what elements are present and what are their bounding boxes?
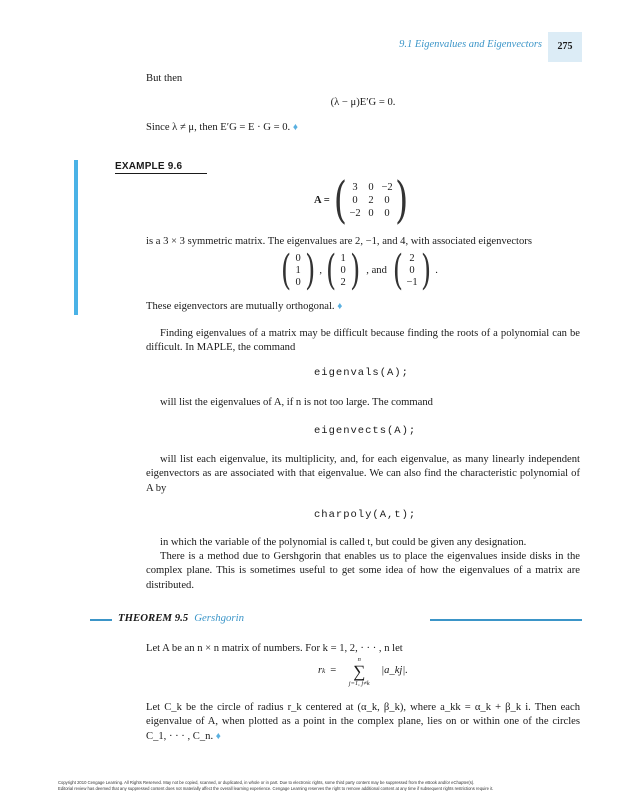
and-word: , and	[366, 264, 387, 276]
paragraph-eigenvals-desc: will list the eigenvalues of A, if n is not too large. The command	[160, 397, 433, 408]
theorem-text-1: Let A be an n × n matrix of numbers. For k = 1, 2, · · · , n let	[146, 643, 403, 654]
matrix-a-display	[314, 172, 409, 230]
theorem-statement: Let C_k be the circle of radius r_k centered at (α_k, β_k), where a_kk = α_k + β_k i. Then each eigenvalue of A, when plotted as a point in the complex plane, lies on or within one of the circles C_1, · · · , C_n.	[146, 702, 580, 742]
summation	[341, 656, 377, 687]
paragraph-finding-eigenvalues: Finding eigenvalues of a matrix may be difficult because finding the roots of a polynomial can be difficult. In MAPLE, the command	[146, 328, 580, 354]
copyright-line-1: Copyright 2010 Cengage Learning. All Rights Reserved. May not be copied, scanned, or duplicated, in whole or in part. Due to electronic rights, some third party content may be suppressed from the eBook and/or eChapter(s).	[58, 780, 475, 785]
since-sentence: Since λ ≠ μ, then E′G = E · G = 0.	[146, 122, 291, 133]
left-paren: (	[281, 247, 292, 295]
end-proof-diamond-icon: ♦	[292, 122, 298, 133]
left-paren: (	[333, 172, 348, 230]
matrix-cell: 0	[352, 195, 358, 206]
matrix-cell: 0	[368, 182, 374, 193]
example-text-1: is a 3 × 3 symmetric matrix. The eigenvalues are 2, −1, and 4, with associated eigenvectors	[146, 236, 532, 247]
gershgorin-formula	[318, 656, 408, 687]
comma: ,	[319, 264, 322, 276]
matrix-cell: −2	[349, 208, 361, 219]
but-then-text: But then	[146, 73, 183, 84]
maple-command-eigenvects: eigenvects(A);	[314, 425, 417, 437]
eigenvector-1	[291, 253, 305, 289]
formula-r-subscript: k	[322, 667, 326, 676]
theorem-rule-right	[430, 619, 582, 621]
formula-equals: =	[330, 665, 337, 677]
example-side-bar	[74, 160, 78, 315]
vector-cell: 1	[295, 265, 301, 276]
vector-cell: 1	[340, 253, 346, 264]
left-paren: (	[325, 247, 337, 295]
eigenvector-2	[336, 253, 350, 289]
example-rule	[115, 173, 207, 174]
equation-1: (λ − μ)E′G = 0.	[330, 97, 396, 108]
example-label: EXAMPLE 9.6	[115, 161, 183, 172]
matrix-cell: 2	[368, 195, 374, 206]
vector-cell: 0	[295, 253, 301, 264]
period: .	[435, 264, 438, 276]
right-paren: )	[395, 172, 409, 230]
page-number: 275	[548, 32, 582, 62]
right-paren: )	[305, 247, 316, 295]
sum-symbol: ∑	[353, 662, 366, 681]
since-text	[146, 121, 580, 135]
sum-lower-limit: j=1, j≠k	[348, 680, 370, 687]
formula-r: r	[318, 665, 323, 677]
end-theorem-diamond-icon: ♦	[215, 730, 221, 742]
matrix-cell: 3	[352, 182, 358, 193]
eigenvectors-display	[281, 247, 438, 295]
left-paren: (	[392, 247, 404, 295]
right-paren: )	[421, 247, 432, 295]
maple-command-charpoly: charpoly(A,t);	[314, 509, 417, 521]
paragraph-eigenvects-desc: will list each eigenvalue, its multiplicity, and, for each eigenvalue, as many linearly independent eigenvectors as are associated with that eigenvalue. We can also find the characteristic polynomial of A by	[146, 454, 580, 494]
vector-cell: 2	[409, 253, 415, 264]
matrix-cell: 0	[384, 208, 390, 219]
matrix-cell: −2	[381, 182, 393, 193]
theorem-label: THEOREM 9.5	[118, 612, 189, 624]
matrix-name: A =	[314, 194, 330, 206]
paragraph-charpoly-variable: in which the variable of the polynomial is called t, but could be given any designation.	[160, 537, 527, 548]
matrix-a	[347, 182, 395, 220]
vector-cell: 2	[340, 277, 346, 288]
orthogonal-sentence: These eigenvectors are mutually orthogonal.	[146, 301, 335, 312]
vector-cell: 0	[409, 265, 415, 276]
right-paren: )	[350, 247, 361, 295]
eigenvector-3	[403, 253, 421, 289]
sum-upper-limit: n	[357, 656, 361, 663]
running-title: 9.1 Eigenvalues and Eigenvectors	[399, 39, 542, 50]
matrix-cell: 0	[384, 195, 390, 206]
copyright-line-2: Editorial review has deemed that any suppressed content does not materially affect the overall learning experience. Cengage Learning reserves the right to remove additional content at any time if subsequent rights restrictions require it.	[58, 786, 494, 791]
formula-rhs: |a_kj|.	[381, 665, 408, 677]
theorem-heading	[118, 611, 244, 625]
maple-command-eigenvals: eigenvals(A);	[314, 367, 409, 379]
theorem-text-2	[146, 701, 580, 744]
orthogonal-text	[146, 300, 580, 314]
theorem-name: Gershgorin	[194, 612, 244, 624]
vector-cell: −1	[406, 277, 418, 288]
matrix-cell: 0	[368, 208, 374, 219]
vector-cell: 0	[340, 265, 346, 276]
end-example-diamond-icon: ♦	[337, 301, 343, 312]
vector-cell: 0	[295, 277, 301, 288]
theorem-rule-left	[90, 619, 112, 621]
paragraph-gershgorin-intro: There is a method due to Gershgorin that enables us to place the eigenvalues inside disks in the complex plane. This is sometimes useful to get some idea of how the eigenvalues of a matrix are distributed.	[146, 551, 580, 591]
